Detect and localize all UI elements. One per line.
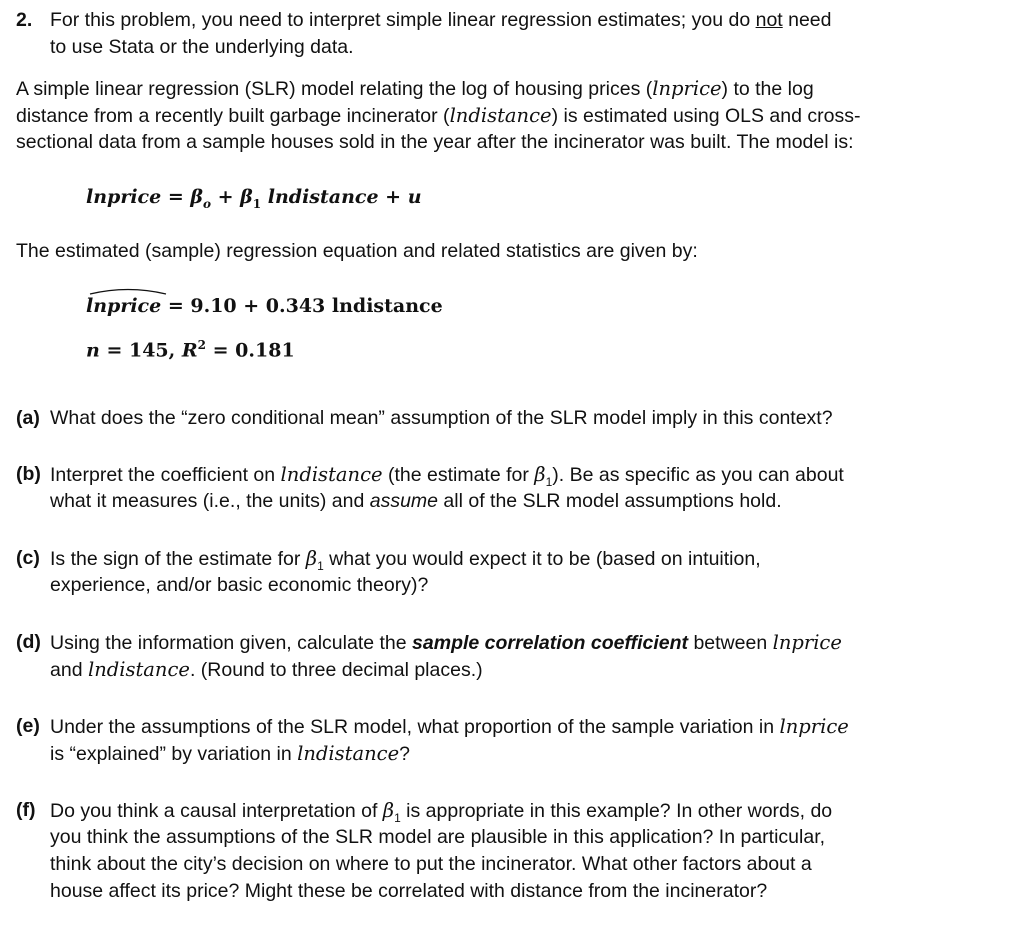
- estimated-equation: lnprice = 9.10 + 0.343 lndistance: [86, 295, 443, 317]
- question-d-line2: and lndistance. (Round to three decimal places.): [50, 658, 483, 681]
- question-e-line2: is “explained” by variation in lndistance?: [50, 742, 410, 765]
- question-c-line2: experience, and/or basic economic theory)?: [50, 574, 429, 596]
- sample-statistics: n = 145, $R^2 = 0.181$: [86, 338, 295, 362]
- problem-intro-line1: For this problem, you need to interpret simple linear regression estimates; you do not need: [50, 9, 832, 31]
- problem-intro-line2: to use Stata or the underlying data.: [50, 36, 354, 58]
- lnprice-hat: lnprice: [86, 295, 161, 317]
- context-line3: sectional data from a sample houses sold in the year after the incinerator was built. The model is:: [16, 131, 854, 153]
- question-f-line4: house affect its price? Might these be correlated with distance from the incinerator?: [50, 880, 768, 902]
- model-equation: lnprice = $\beta_o + \beta_1$ lndistance + u: [86, 186, 422, 211]
- problem-number: 2.: [16, 9, 33, 31]
- context-line1: A simple linear regression (SLR) model relating the log of housing prices (lnprice) to the log: [16, 77, 814, 100]
- question-f-line2: you think the assumptions of the SLR model are plausible in this application? In particular,: [50, 826, 826, 848]
- hat-accent-icon: [88, 286, 168, 296]
- question-b-line2: what it measures (i.e., the units) and assume all of the SLR model assumptions hold.: [50, 490, 782, 512]
- estimated-intro: The estimated (sample) regression equation and related statistics are given by:: [16, 240, 698, 262]
- question-f-line3: think about the city’s decision on where to put the incinerator. What other factors about a: [50, 853, 812, 875]
- context-line2: distance from a recently built garbage incinerator (lndistance) is estimated using OLS and cross-: [16, 104, 861, 127]
- emphasis-not: not: [755, 9, 783, 31]
